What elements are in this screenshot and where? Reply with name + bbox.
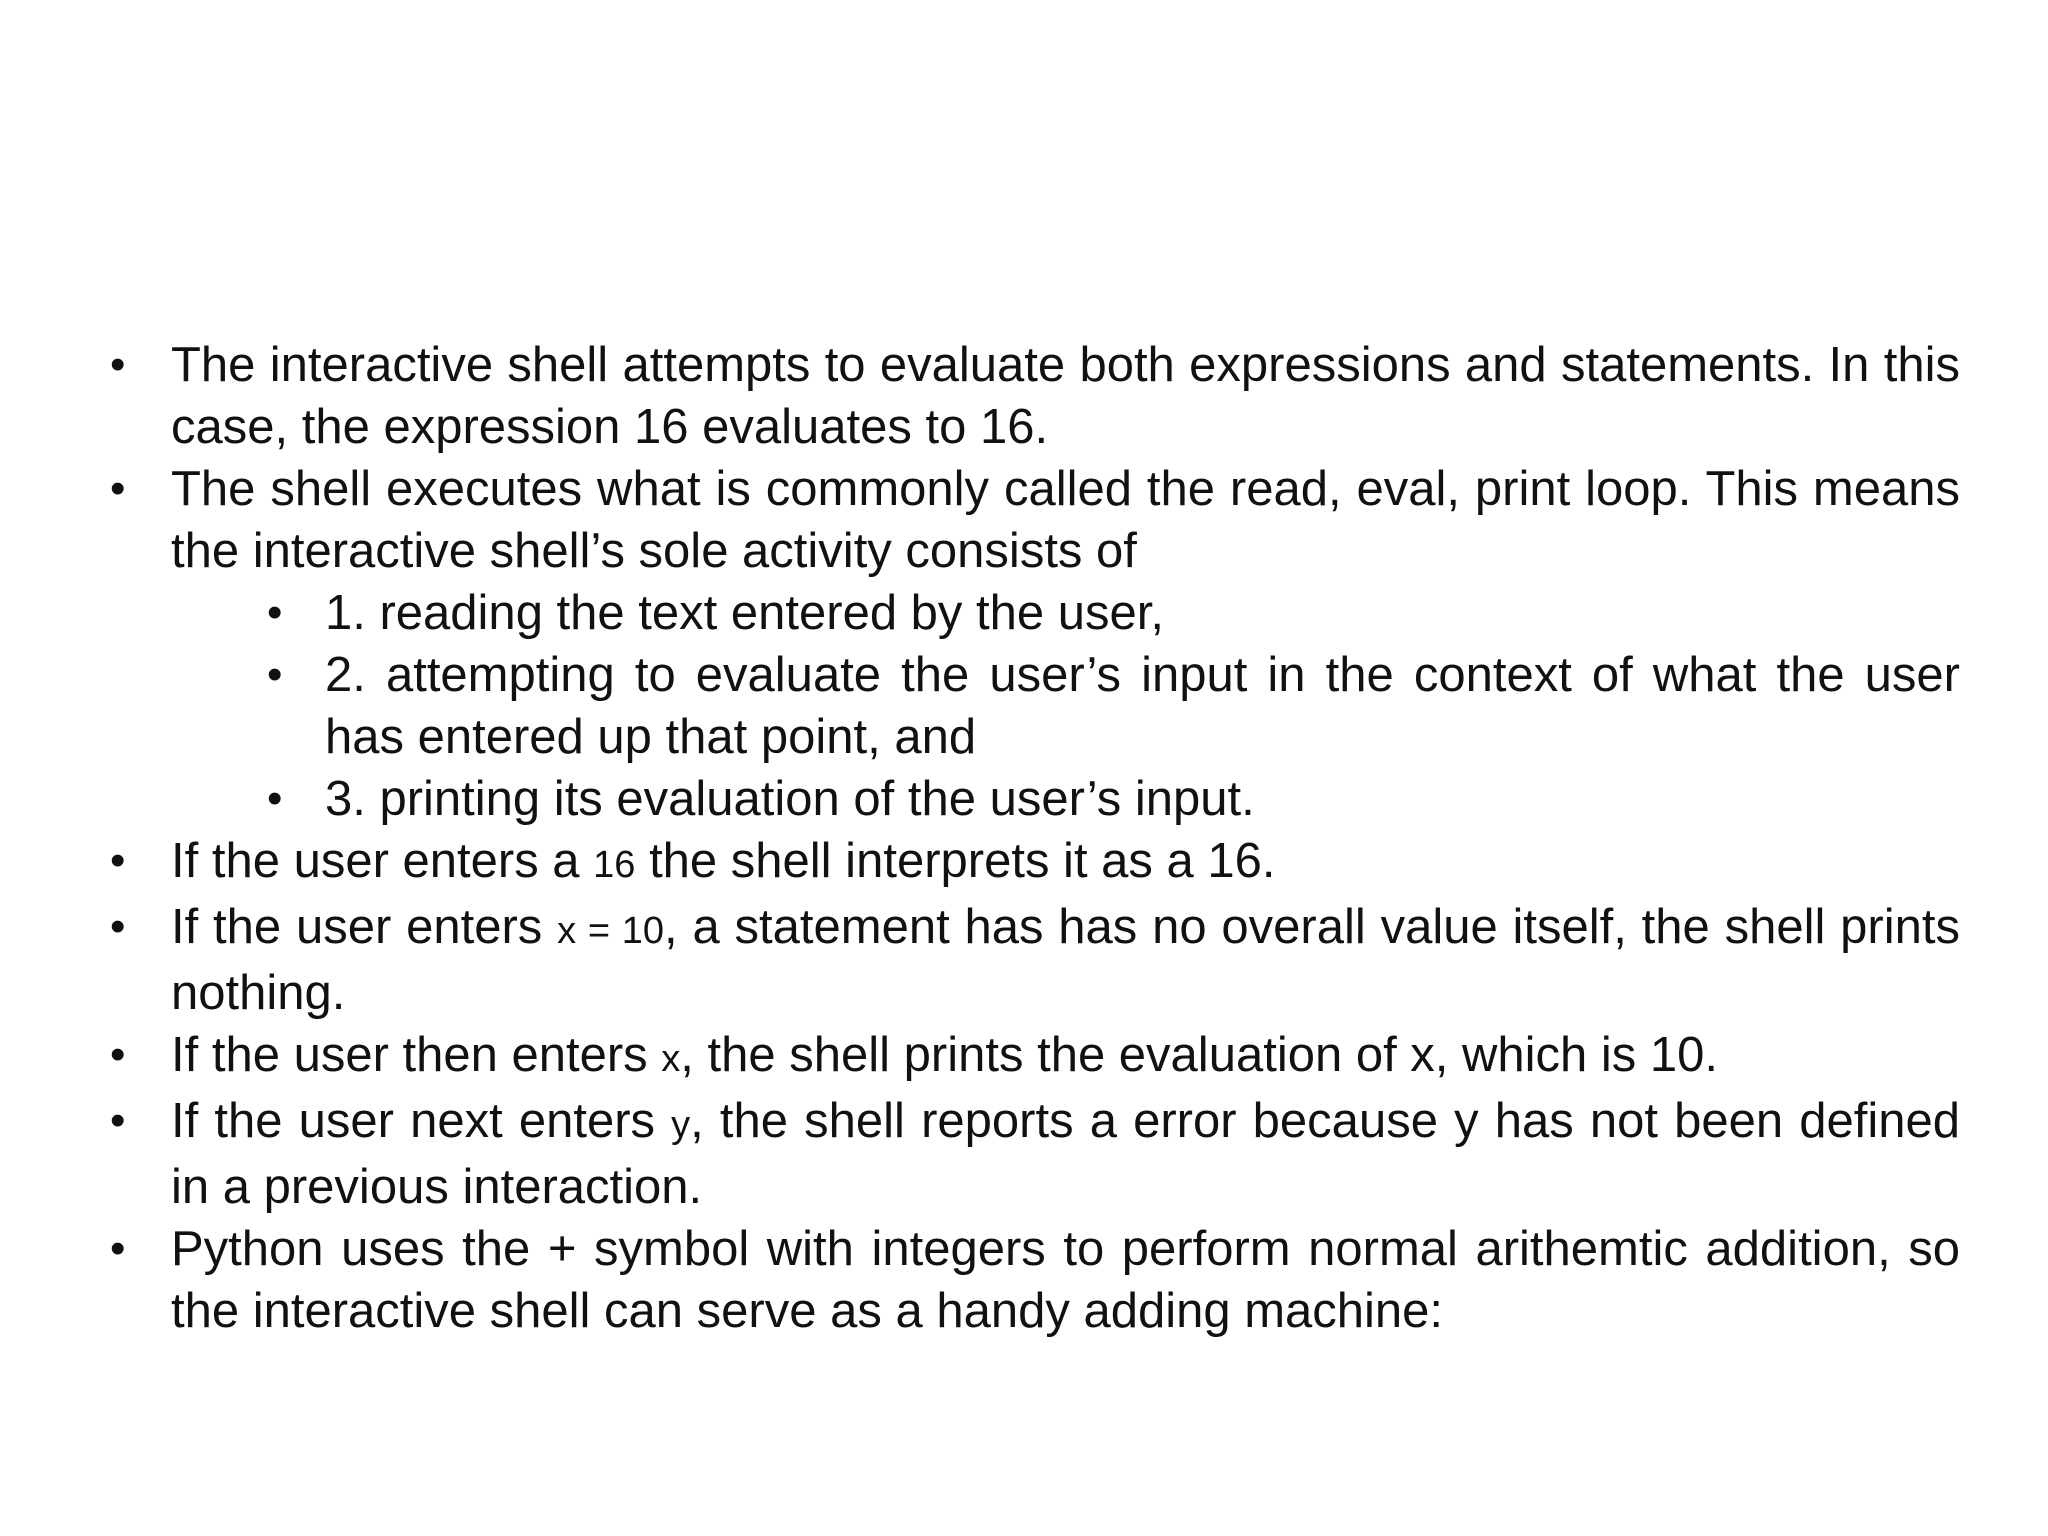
bullet-item-enters-y — [110, 1090, 1960, 1218]
bullet-text-pre: If the user enters a — [171, 834, 594, 888]
bullet-glyph: • — [110, 340, 126, 389]
bullet-glyph: • — [110, 1030, 126, 1079]
bullet-item-enters-16 — [110, 830, 1960, 896]
bullet-item-enters-assignment — [110, 896, 1960, 1024]
bullet-text-post: the shell interprets it as a 16. — [635, 834, 1276, 888]
bullet-glyph: • — [267, 588, 283, 637]
bullet-text-post: , a statement has has no overall value itself, the shell prints nothing. — [171, 900, 1961, 1020]
code-snippet: x = 10 — [557, 910, 665, 952]
bullet-text: Python uses the + symbol with integers to perform normal arithemtic addition, so the interactive shell can serve as a handy adding machine: — [171, 1222, 1960, 1338]
bullet-glyph: • — [110, 1096, 126, 1145]
sub-bullet-evaluating — [110, 644, 1960, 768]
code-snippet: 16 — [593, 844, 636, 886]
bullet-text-post: , the shell reports a error because y has not been defined in a previous interaction. — [171, 1094, 1960, 1214]
bullet-glyph: • — [267, 774, 283, 823]
bullet-list — [110, 334, 1960, 1342]
bullet-text: The interactive shell attempts to evaluate both expressions and statements. In this case, the expression 16 evaluates to 16. — [171, 338, 1960, 454]
bullet-glyph: • — [110, 902, 126, 951]
sub-bullet-printing — [110, 768, 1960, 830]
bullet-text: 3. printing its evaluation of the user’s input. — [325, 772, 1255, 826]
bullet-item-repl — [110, 458, 1960, 582]
bullet-text: 1. reading the text entered by the user, — [325, 586, 1165, 640]
code-snippet: y — [671, 1104, 691, 1146]
bullet-item-enters-x — [110, 1024, 1960, 1090]
bullet-text: 2. attempting to evaluate the user’s input in the context of what the user has entered up that point, and — [325, 648, 1960, 764]
bullet-item-shell-evaluates — [110, 334, 1960, 458]
code-snippet: x — [661, 1038, 681, 1080]
bullet-item-adding-machine — [110, 1218, 1960, 1342]
bullet-glyph: • — [110, 464, 126, 513]
bullet-text-pre: If the user next enters — [171, 1094, 672, 1148]
bullet-text-pre: If the user then enters — [171, 1028, 662, 1082]
sub-bullet-reading — [110, 582, 1960, 644]
bullet-glyph: • — [110, 1224, 126, 1273]
bullet-text: The shell executes what is commonly called the read, eval, print loop. This means the interactive shell’s sole activity consists of — [171, 462, 1960, 578]
bullet-text-pre: If the user enters — [171, 900, 558, 954]
bullet-text-post: , the shell prints the evaluation of x, which is 10. — [680, 1028, 1719, 1082]
bullet-glyph: • — [267, 650, 283, 699]
bullet-glyph: • — [110, 836, 126, 885]
